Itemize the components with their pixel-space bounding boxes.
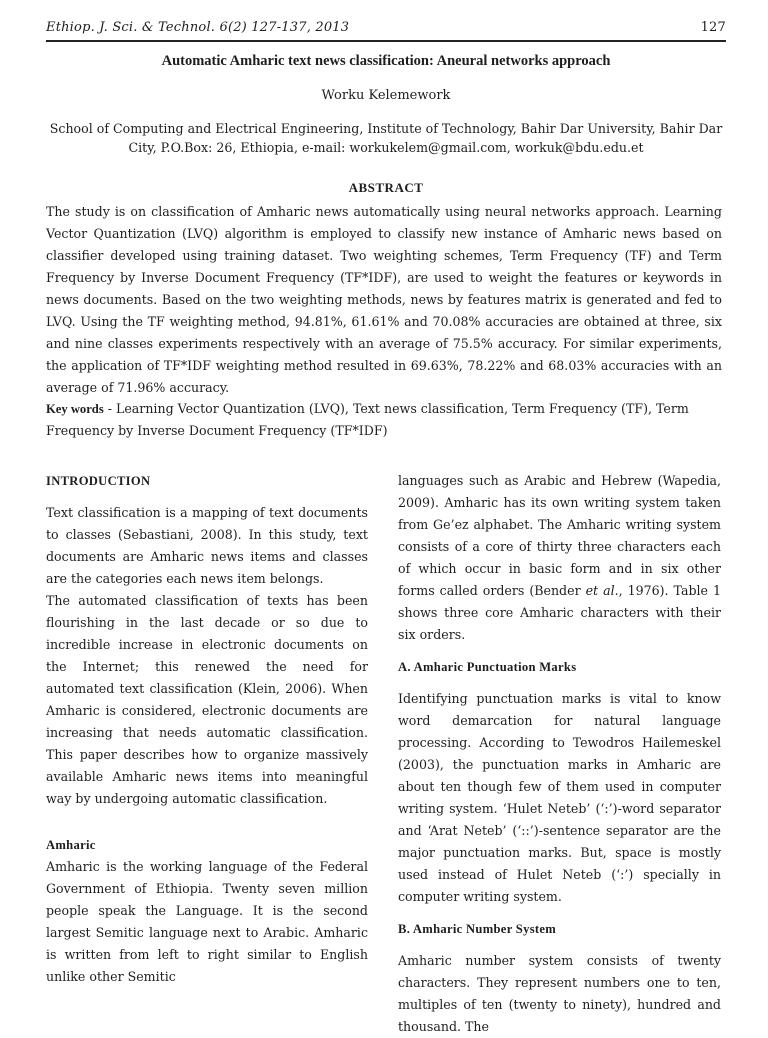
number-system-paragraph: Amharic number system consists of twenty characters. They represent numbers one to ten, multiples of ten (twenty to ninety), hundred and thousand. The <box>398 953 721 1034</box>
page-number: 127 <box>700 20 726 35</box>
et-al-italic: et al <box>585 583 615 598</box>
number-system-heading: B. Amharic Number System <box>398 922 557 936</box>
author-name: Worku Kelemework <box>321 88 451 103</box>
introduction-heading: INTRODUCTION <box>46 474 151 488</box>
running-head <box>46 18 726 40</box>
punctuation-paragraph: Identifying punctuation marks is vital to know word demarcation for natural language processing. According to Tewodros Hailemeskel (2003), the punctuation marks in Amharic are about ten though few of them used in computer writing system. ‘Hulet Neteb’ (‘:’)-word separator and ‘Arat Neteb’ (‘::’)-sentence separator are the major punctuation marks. But, space is mostly used instead of Hulet Neteb (‘:’) specially in computer writing system. <box>398 691 721 904</box>
keywords-label: Key words <box>46 402 104 416</box>
continued-paragraph <box>398 470 721 646</box>
article-title: Automatic Amharic text news classification: Aneural networks approach <box>161 53 611 69</box>
header-rule <box>46 40 726 42</box>
journal-citation: Ethiop. J. Sci. & Technol. 6(2) 127-137, 2013 <box>46 20 350 35</box>
continued-text-end: ., 1976). Table 1 shows three core Amharic characters with their six orders. <box>398 583 721 642</box>
amharic-paragraph-1: Amharic is the working language of the Federal Government of Ethiopia. Twenty seven million people speak the Language. It is the second largest Semitic language next to Arabic. Amharic is written from left to right similar to English unlike other Semitic <box>46 859 368 984</box>
affiliation-line-2: City, P.O.Box: 26, Ethiopia, e-mail: workukelem@gmail.com, workuk@bdu.edu.et <box>128 140 644 155</box>
keywords <box>46 398 722 442</box>
affiliation-line-1: School of Computing and Electrical Engineering, Institute of Technology, Bahir Dar University, Bahir Dar <box>49 121 723 136</box>
keywords-text: - Learning Vector Quantization (LVQ), Text news classification, Term Frequency (TF), Term Frequency by Inverse Document Frequency (TF*IDF) <box>46 401 689 438</box>
abstract-heading: ABSTRACT <box>348 180 424 195</box>
abstract-text: The study is on classification of Amharic news automatically using neural networks approach. Learning Vector Quantization (LVQ) algorithm is employed to classify new instance of Amharic news based on classifier developed using training dataset. Two weighting schemes, Term Frequency (TF) and Term Frequency by Inverse Document Frequency (TF*IDF), are used to weight the features or keywords in news documents. Based on the two weighting methods, news by features matrix is generated and fed to LVQ. Using the TF weighting method, 94.81%, 61.61% and 70.08% accuracies are obtained at three, six and nine classes experiments respectively with an average of 75.5% accuracy. For similar experiments, the application of TF*IDF weighting method resulted in 69.63%, 78.22% and 68.03% accuracies with an average of 71.96% accuracy. <box>46 204 722 395</box>
right-column <box>398 470 721 1038</box>
intro-paragraph-2: The automated classification of texts has been flourishing in the last decade or so due to incredible increase in electronic documents on the Internet; this renewed the need for automated text classification (Klein, 2006). When Amharic is considered, electronic documents are increasing that needs automatic classification. This paper describes how to organize massively available Amharic news items into meaningful way by undergoing automatic classification. <box>46 593 368 806</box>
punctuation-heading: A. Amharic Punctuation Marks <box>398 660 577 674</box>
amharic-heading: Amharic <box>46 838 96 852</box>
continued-text: languages such as Arabic and Hebrew (Wapedia, 2009). Amharic has its own writing system taken from Ge’ez alphabet. The Amharic writing system consists of a core of thirty three characters each of which occur in basic form and in six other forms called orders (Bender <box>398 473 721 598</box>
left-column <box>46 470 368 988</box>
author-affiliation <box>46 119 726 157</box>
intro-paragraph-1: Text classification is a mapping of text documents to classes (Sebastiani, 2008). In this study, text documents are Amharic news items and classes are the categories each news item belongs. <box>46 505 368 586</box>
